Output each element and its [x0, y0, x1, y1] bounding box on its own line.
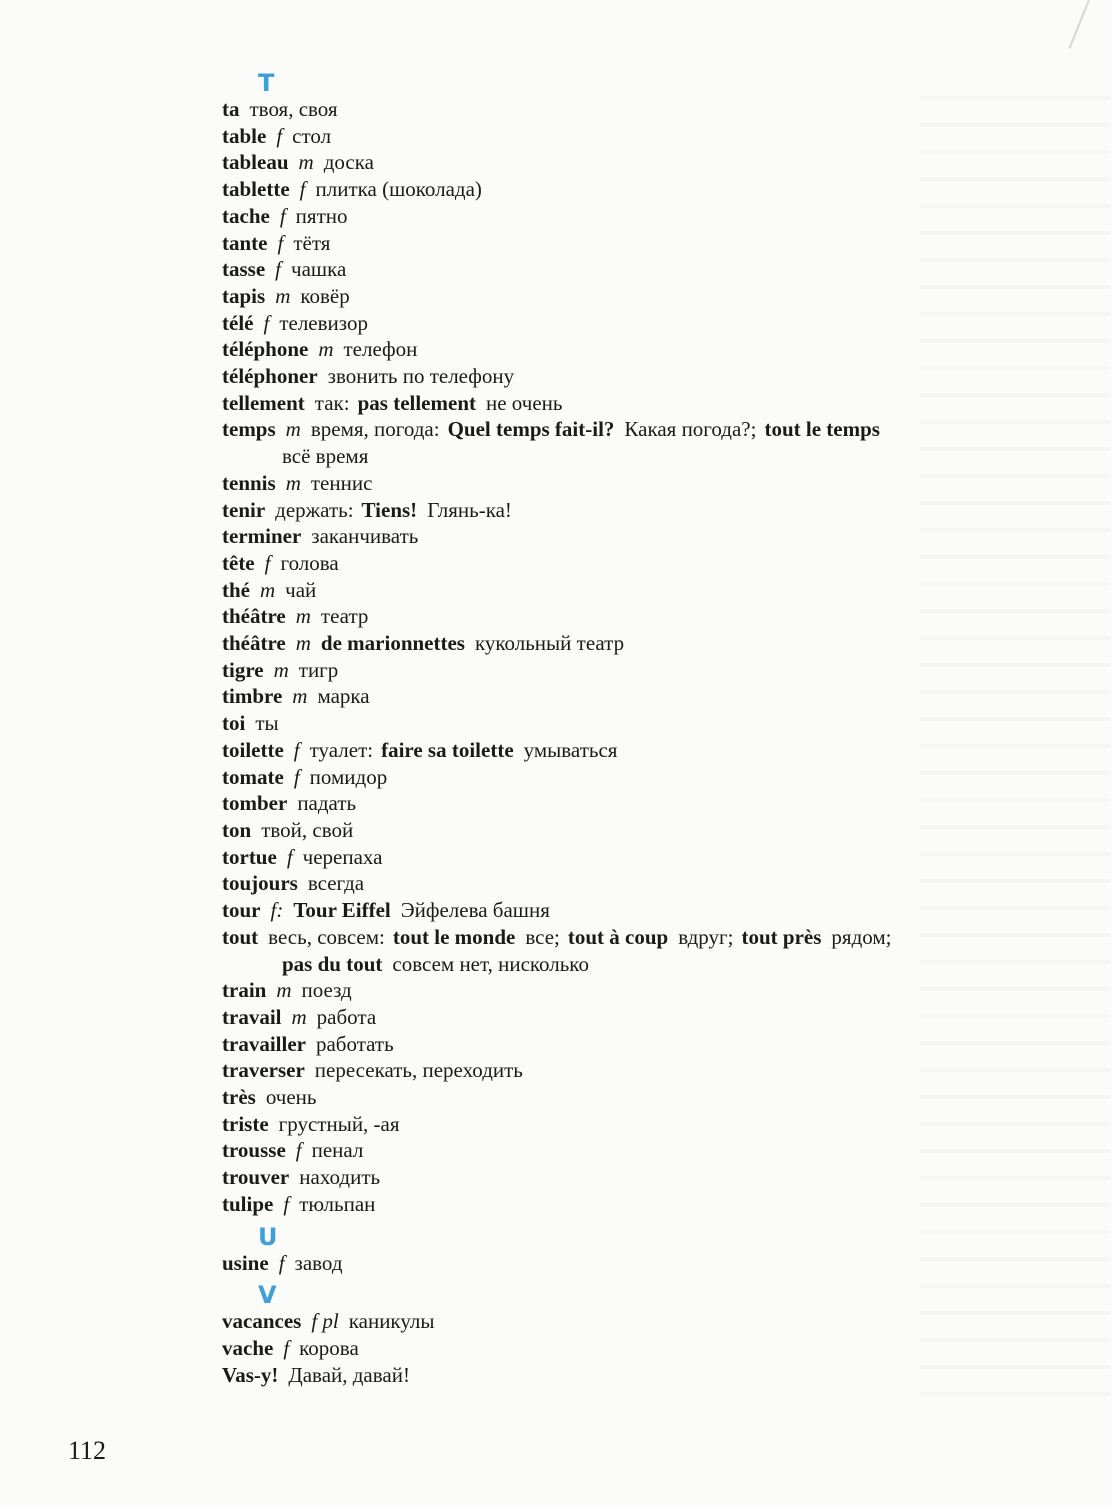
dictionary-entry [222, 230, 1112, 257]
gender-mark: m [298, 150, 314, 175]
entry-continuation [222, 443, 1112, 470]
example-phrase: pas tellement [357, 390, 476, 415]
translation: твоя, своя [249, 97, 338, 121]
translation: теннис [310, 470, 373, 495]
headword: toilette [222, 737, 284, 762]
headword: tapis [222, 283, 266, 308]
translation: помидор [309, 764, 388, 789]
example-phrase: tout près [741, 924, 822, 949]
headword: téléphone [222, 337, 309, 362]
gender-mark: f [275, 257, 282, 282]
dictionary-entry [222, 603, 1112, 630]
dictionary-entry [222, 870, 1112, 897]
gender-mark: f [276, 123, 283, 148]
headword: tache [222, 203, 270, 228]
dictionary-entry [222, 577, 1112, 604]
headword: tableau [222, 150, 289, 175]
example-phrase: tout le monde [392, 924, 516, 949]
example-phrase: pas du tout [282, 951, 383, 976]
gender-mark: f [277, 230, 284, 255]
translation: так: [314, 390, 350, 415]
headword: ta [222, 97, 240, 121]
translation: чашка [291, 257, 347, 282]
translation: Какая погода?; [624, 417, 757, 442]
page-edge-mark [1069, 0, 1090, 49]
headword: triste [222, 1111, 269, 1136]
translation: тигр [298, 657, 339, 682]
dictionary-entry [222, 310, 1112, 337]
headword: théâtre [222, 604, 286, 629]
dictionary-entry [222, 1004, 1112, 1031]
dictionary-entry [222, 283, 1112, 310]
dictionary-entry [222, 924, 1112, 977]
translation: корова [299, 1335, 359, 1360]
translation: звонить по телефону [327, 364, 515, 389]
dictionary-entry [222, 817, 1112, 844]
dictionary-entry [222, 1111, 1112, 1138]
gender-mark: f [286, 844, 293, 869]
headword: vacances [222, 1309, 302, 1334]
translation: пятно [295, 203, 348, 228]
gender-mark: f [279, 203, 286, 228]
translation: Глянь-ка! [427, 497, 512, 522]
translation: чай [285, 577, 317, 602]
translation: голова [280, 550, 339, 575]
dictionary-entry [222, 764, 1112, 791]
headword: terminer [222, 524, 302, 549]
translation: черепаха [302, 844, 383, 869]
translation: всегда [307, 871, 365, 896]
gender-mark: m [292, 684, 308, 709]
dictionary-entry [222, 977, 1112, 1004]
translation: совсем нет, нисколько [392, 951, 589, 976]
translation: ты [255, 711, 279, 736]
headword: tante [222, 230, 268, 255]
gender-mark: f [263, 310, 270, 335]
headword: tigre [222, 657, 264, 682]
headword: théâtre [222, 631, 286, 656]
translation: туалет: [309, 737, 374, 762]
headword: traverser [222, 1058, 305, 1083]
dictionary-entry [222, 363, 1112, 390]
translation: каникулы [348, 1309, 435, 1334]
translation: весь, совсем: [268, 924, 385, 949]
example-phrase: faire sa toilette [381, 737, 514, 762]
dictionary-entry [222, 790, 1112, 817]
dictionary-entry [222, 1335, 1112, 1362]
translation: стол [292, 123, 332, 148]
translation: поезд [301, 978, 352, 1003]
translation: тётя [293, 230, 331, 255]
headword: travail [222, 1004, 282, 1029]
translation: тюльпан [299, 1191, 376, 1216]
translation: Давай, давай! [288, 1362, 410, 1387]
example-phrase: de marionnettes [320, 631, 465, 656]
headword: ton [222, 817, 252, 842]
headword: tout [222, 924, 259, 949]
gender-mark: f pl [311, 1309, 339, 1334]
translation: марка [317, 684, 370, 709]
dictionary-entry [222, 1191, 1112, 1218]
translation: все; [525, 924, 560, 949]
gender-mark: f [283, 1191, 290, 1216]
dictionary-entry [222, 1057, 1112, 1084]
dictionary-entry [222, 256, 1112, 283]
translation: Эйфелева башня [400, 898, 550, 923]
gender-mark: f [295, 1138, 302, 1163]
translation: кукольный театр [474, 631, 625, 656]
headword: trousse [222, 1138, 286, 1163]
translation: доска [323, 150, 374, 175]
headword: timbre [222, 684, 283, 709]
dictionary-entry [222, 149, 1112, 176]
dictionary-entry [222, 844, 1112, 871]
dictionary-entry [222, 390, 1112, 417]
translation: завод [294, 1250, 343, 1275]
entry-continuation [222, 951, 1112, 978]
headword: Vas-y! [222, 1362, 279, 1387]
dictionary-entry [222, 1137, 1112, 1164]
gender-mark: f: [270, 898, 284, 923]
dictionary-entry [222, 1084, 1112, 1111]
translation: телевизор [279, 310, 368, 335]
headword: tenir [222, 497, 266, 522]
headword: tomate [222, 764, 284, 789]
dictionary-entry [222, 523, 1112, 550]
translation: умываться [523, 737, 618, 762]
headword: tête [222, 550, 255, 575]
dictionary-entry [222, 630, 1112, 657]
translation: вдруг; [678, 924, 734, 949]
dictionary-entry [222, 1250, 1112, 1277]
translation: работа [316, 1004, 377, 1029]
dictionary-entry [222, 1308, 1112, 1335]
dictionary-entry [222, 897, 1112, 924]
dictionary-entry [222, 203, 1112, 230]
translation: не очень [486, 390, 563, 415]
dictionary-entry [222, 683, 1112, 710]
gender-mark: f [278, 1250, 285, 1275]
gender-mark: m [291, 1004, 307, 1029]
dictionary-column [222, 70, 1112, 1388]
dictionary-entry [222, 657, 1112, 684]
headword: tortue [222, 844, 277, 869]
gender-mark: m [295, 604, 311, 629]
headword: toujours [222, 871, 298, 896]
gender-mark: f [293, 737, 300, 762]
dictionary-entry [222, 336, 1112, 363]
translation: держать: [275, 497, 354, 522]
dictionary-entry [222, 710, 1112, 737]
headword: usine [222, 1250, 269, 1275]
dictionary-entry [222, 470, 1112, 497]
translation: находить [299, 1165, 381, 1190]
headword: très [222, 1085, 256, 1110]
translation: всё время [282, 444, 369, 469]
dictionary-entry [222, 1362, 1112, 1389]
translation: заканчивать [311, 524, 419, 549]
headword: tour [222, 898, 261, 923]
headword: télé [222, 310, 254, 335]
translation: плитка (шоколада) [315, 177, 482, 202]
headword: vache [222, 1335, 274, 1360]
translation: пересекать, переходить [314, 1058, 523, 1083]
dictionary-entry [222, 176, 1112, 203]
headword: tasse [222, 257, 266, 282]
dictionary-entry [222, 550, 1112, 577]
headword: toi [222, 711, 246, 736]
gender-mark: f [283, 1335, 290, 1360]
headword: travailler [222, 1031, 306, 1056]
headword: téléphoner [222, 364, 318, 389]
headword: train [222, 978, 267, 1003]
headword: trouver [222, 1165, 290, 1190]
headword: tablette [222, 177, 290, 202]
gender-mark: m [276, 978, 292, 1003]
headword: tellement [222, 390, 305, 415]
translation: рядом; [831, 924, 892, 949]
gender-mark: f [299, 177, 306, 202]
dictionary-entry [222, 737, 1112, 764]
translation: падать [297, 791, 357, 816]
dictionary-entry [222, 416, 1112, 469]
dictionary-entry [222, 1164, 1112, 1191]
headword: table [222, 123, 267, 148]
headword: tennis [222, 470, 276, 495]
example-phrase: Tour Eiffel [293, 898, 391, 923]
gender-mark: m [285, 417, 301, 442]
section-letter: T [258, 69, 275, 97]
example-phrase: tout le temps [764, 417, 880, 442]
gender-mark: f [293, 764, 300, 789]
gender-mark: m [275, 283, 291, 308]
translation: телефон [343, 337, 418, 362]
gender-mark: f [264, 550, 271, 575]
headword: tomber [222, 791, 288, 816]
gender-mark: m [285, 470, 301, 495]
translation: пенал [311, 1138, 364, 1163]
translation: ковёр [300, 283, 350, 308]
gender-mark: m [295, 631, 311, 656]
section-letter: U [258, 1222, 278, 1251]
headword: tulipe [222, 1191, 274, 1216]
example-phrase: tout à coup [567, 924, 669, 949]
gender-mark: m [318, 337, 334, 362]
dictionary-entry [222, 497, 1112, 524]
example-phrase: Tiens! [361, 497, 418, 522]
dictionary-entry [222, 123, 1112, 150]
translation: очень [265, 1085, 317, 1110]
headword: thé [222, 577, 250, 602]
dictionary-entry [222, 1031, 1112, 1058]
section-letter: V [258, 1281, 277, 1310]
translation: театр [320, 604, 369, 629]
dictionary-entry [222, 96, 1112, 123]
page-number: 112 [68, 1436, 107, 1465]
example-phrase: Quel temps fait-il? [447, 417, 615, 442]
gender-mark: m [273, 657, 289, 682]
translation: время, погода: [310, 417, 440, 442]
headword: temps [222, 417, 276, 442]
translation: твой, свой [261, 817, 354, 842]
gender-mark: m [260, 577, 276, 602]
translation: работать [315, 1031, 394, 1056]
translation: грустный, -ая [278, 1111, 400, 1136]
